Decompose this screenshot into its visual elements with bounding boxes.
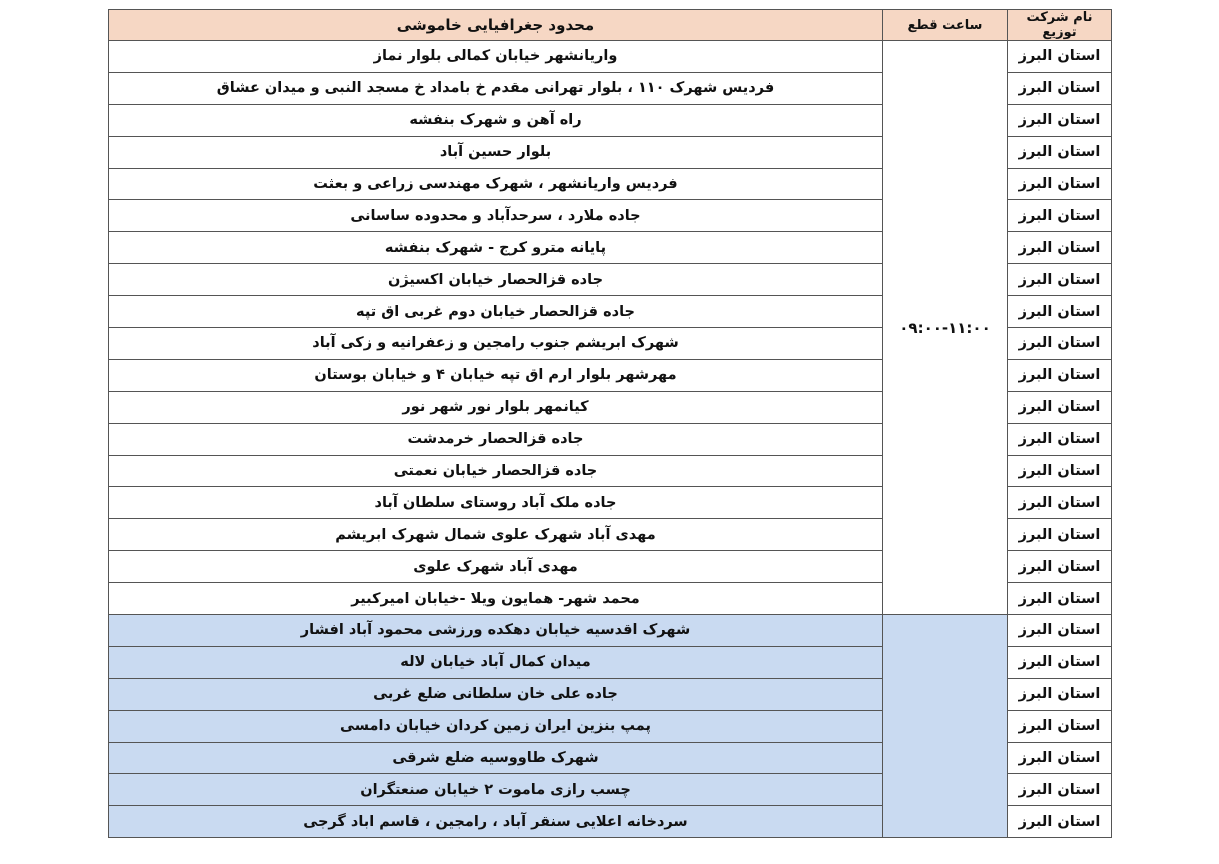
- company-cell: استان البرز: [1008, 104, 1112, 136]
- company-cell: استان البرز: [1008, 200, 1112, 232]
- company-cell: استان البرز: [1008, 519, 1112, 551]
- area-cell: فردیس واریانشهر ، شهرک مهندسی زراعی و بعثت: [109, 168, 883, 200]
- area-cell: جاده قزالحصار خیابان نعمتی: [109, 455, 883, 487]
- outage-time-cell: ۰۹:۰۰-۱۱:۰۰: [883, 41, 1008, 615]
- area-cell: جاده ملارد ، سرحدآباد و محدوده ساسانی: [109, 200, 883, 232]
- company-cell: استان البرز: [1008, 742, 1112, 774]
- area-cell: فردیس شهرک ۱۱۰ ، بلوار تهرانی مقدم خ بامداد خ مسجد النبی و میدان عشاق: [109, 72, 883, 104]
- header-area: محدود جغرافیایی خاموشی: [109, 10, 883, 41]
- company-cell: استان البرز: [1008, 678, 1112, 710]
- company-cell: استان البرز: [1008, 168, 1112, 200]
- area-cell: جاده قزالحصار خرمدشت: [109, 423, 883, 455]
- company-cell: استان البرز: [1008, 296, 1112, 328]
- company-cell: استان البرز: [1008, 136, 1112, 168]
- area-cell: شهرک اقدسیه خیابان دهکده ورزشی محمود آباد افشار: [109, 615, 883, 647]
- company-cell: استان البرز: [1008, 774, 1112, 806]
- company-cell: استان البرز: [1008, 551, 1112, 583]
- area-cell: چسب رازی ماموت ۲ خیابان صنعتگران: [109, 774, 883, 806]
- area-cell: میدان کمال آباد خیابان لاله: [109, 646, 883, 678]
- header-company: نام شرکت توزیع: [1008, 10, 1112, 41]
- company-cell: استان البرز: [1008, 391, 1112, 423]
- company-cell: استان البرز: [1008, 72, 1112, 104]
- area-cell: جاده ملک آباد روستای سلطان آباد: [109, 487, 883, 519]
- header-time: ساعت قطع: [883, 10, 1008, 41]
- area-cell: بلوار حسین آباد: [109, 136, 883, 168]
- company-cell: استان البرز: [1008, 41, 1112, 73]
- company-cell: استان البرز: [1008, 806, 1112, 838]
- area-cell: محمد شهر- همایون ویلا -خیابان امیرکبیر: [109, 583, 883, 615]
- area-cell: مهدی آباد شهرک علوی شمال شهرک ابریشم: [109, 519, 883, 551]
- outage-table: [108, 9, 1112, 838]
- area-cell: شهرک طاووسیه ضلع شرقی: [109, 742, 883, 774]
- area-cell: شهرک ابریشم جنوب رامجین و زعفرانیه و زکی آباد: [109, 328, 883, 360]
- company-cell: استان البرز: [1008, 455, 1112, 487]
- area-cell: جاده قزالحصار خیابان دوم غربی اق تپه: [109, 296, 883, 328]
- table-row: [109, 615, 1112, 647]
- area-cell: کیانمهر بلوار نور شهر نور: [109, 391, 883, 423]
- area-cell: راه آهن و شهرک بنفشه: [109, 104, 883, 136]
- area-cell: واریانشهر خیابان کمالی بلوار نماز: [109, 41, 883, 73]
- company-cell: استان البرز: [1008, 583, 1112, 615]
- company-cell: استان البرز: [1008, 710, 1112, 742]
- company-cell: استان البرز: [1008, 328, 1112, 360]
- area-cell: جاده علی خان سلطانی ضلع غربی: [109, 678, 883, 710]
- outage-table-container: [108, 9, 1111, 838]
- area-cell: مهدی آباد شهرک علوی: [109, 551, 883, 583]
- company-cell: استان البرز: [1008, 646, 1112, 678]
- company-cell: استان البرز: [1008, 423, 1112, 455]
- area-cell: پایانه مترو کرج - شهرک بنفشه: [109, 232, 883, 264]
- company-cell: استان البرز: [1008, 359, 1112, 391]
- table-body: [109, 41, 1112, 838]
- area-cell: مهرشهر بلوار ارم اق تپه خیابان ۴ و خیابان بوستان: [109, 359, 883, 391]
- table-row: [109, 41, 1112, 73]
- company-cell: استان البرز: [1008, 487, 1112, 519]
- area-cell: جاده قزالحصار خیابان اکسیژن: [109, 264, 883, 296]
- outage-time-cell: [883, 615, 1008, 838]
- company-cell: استان البرز: [1008, 264, 1112, 296]
- table-header-row: [109, 10, 1112, 41]
- area-cell: پمپ بنزین ایران زمین کردان خیابان دامسی: [109, 710, 883, 742]
- company-cell: استان البرز: [1008, 615, 1112, 647]
- area-cell: سردخانه اعلایی سنقر آباد ، رامجین ، قاسم اباد گرجی: [109, 806, 883, 838]
- company-cell: استان البرز: [1008, 232, 1112, 264]
